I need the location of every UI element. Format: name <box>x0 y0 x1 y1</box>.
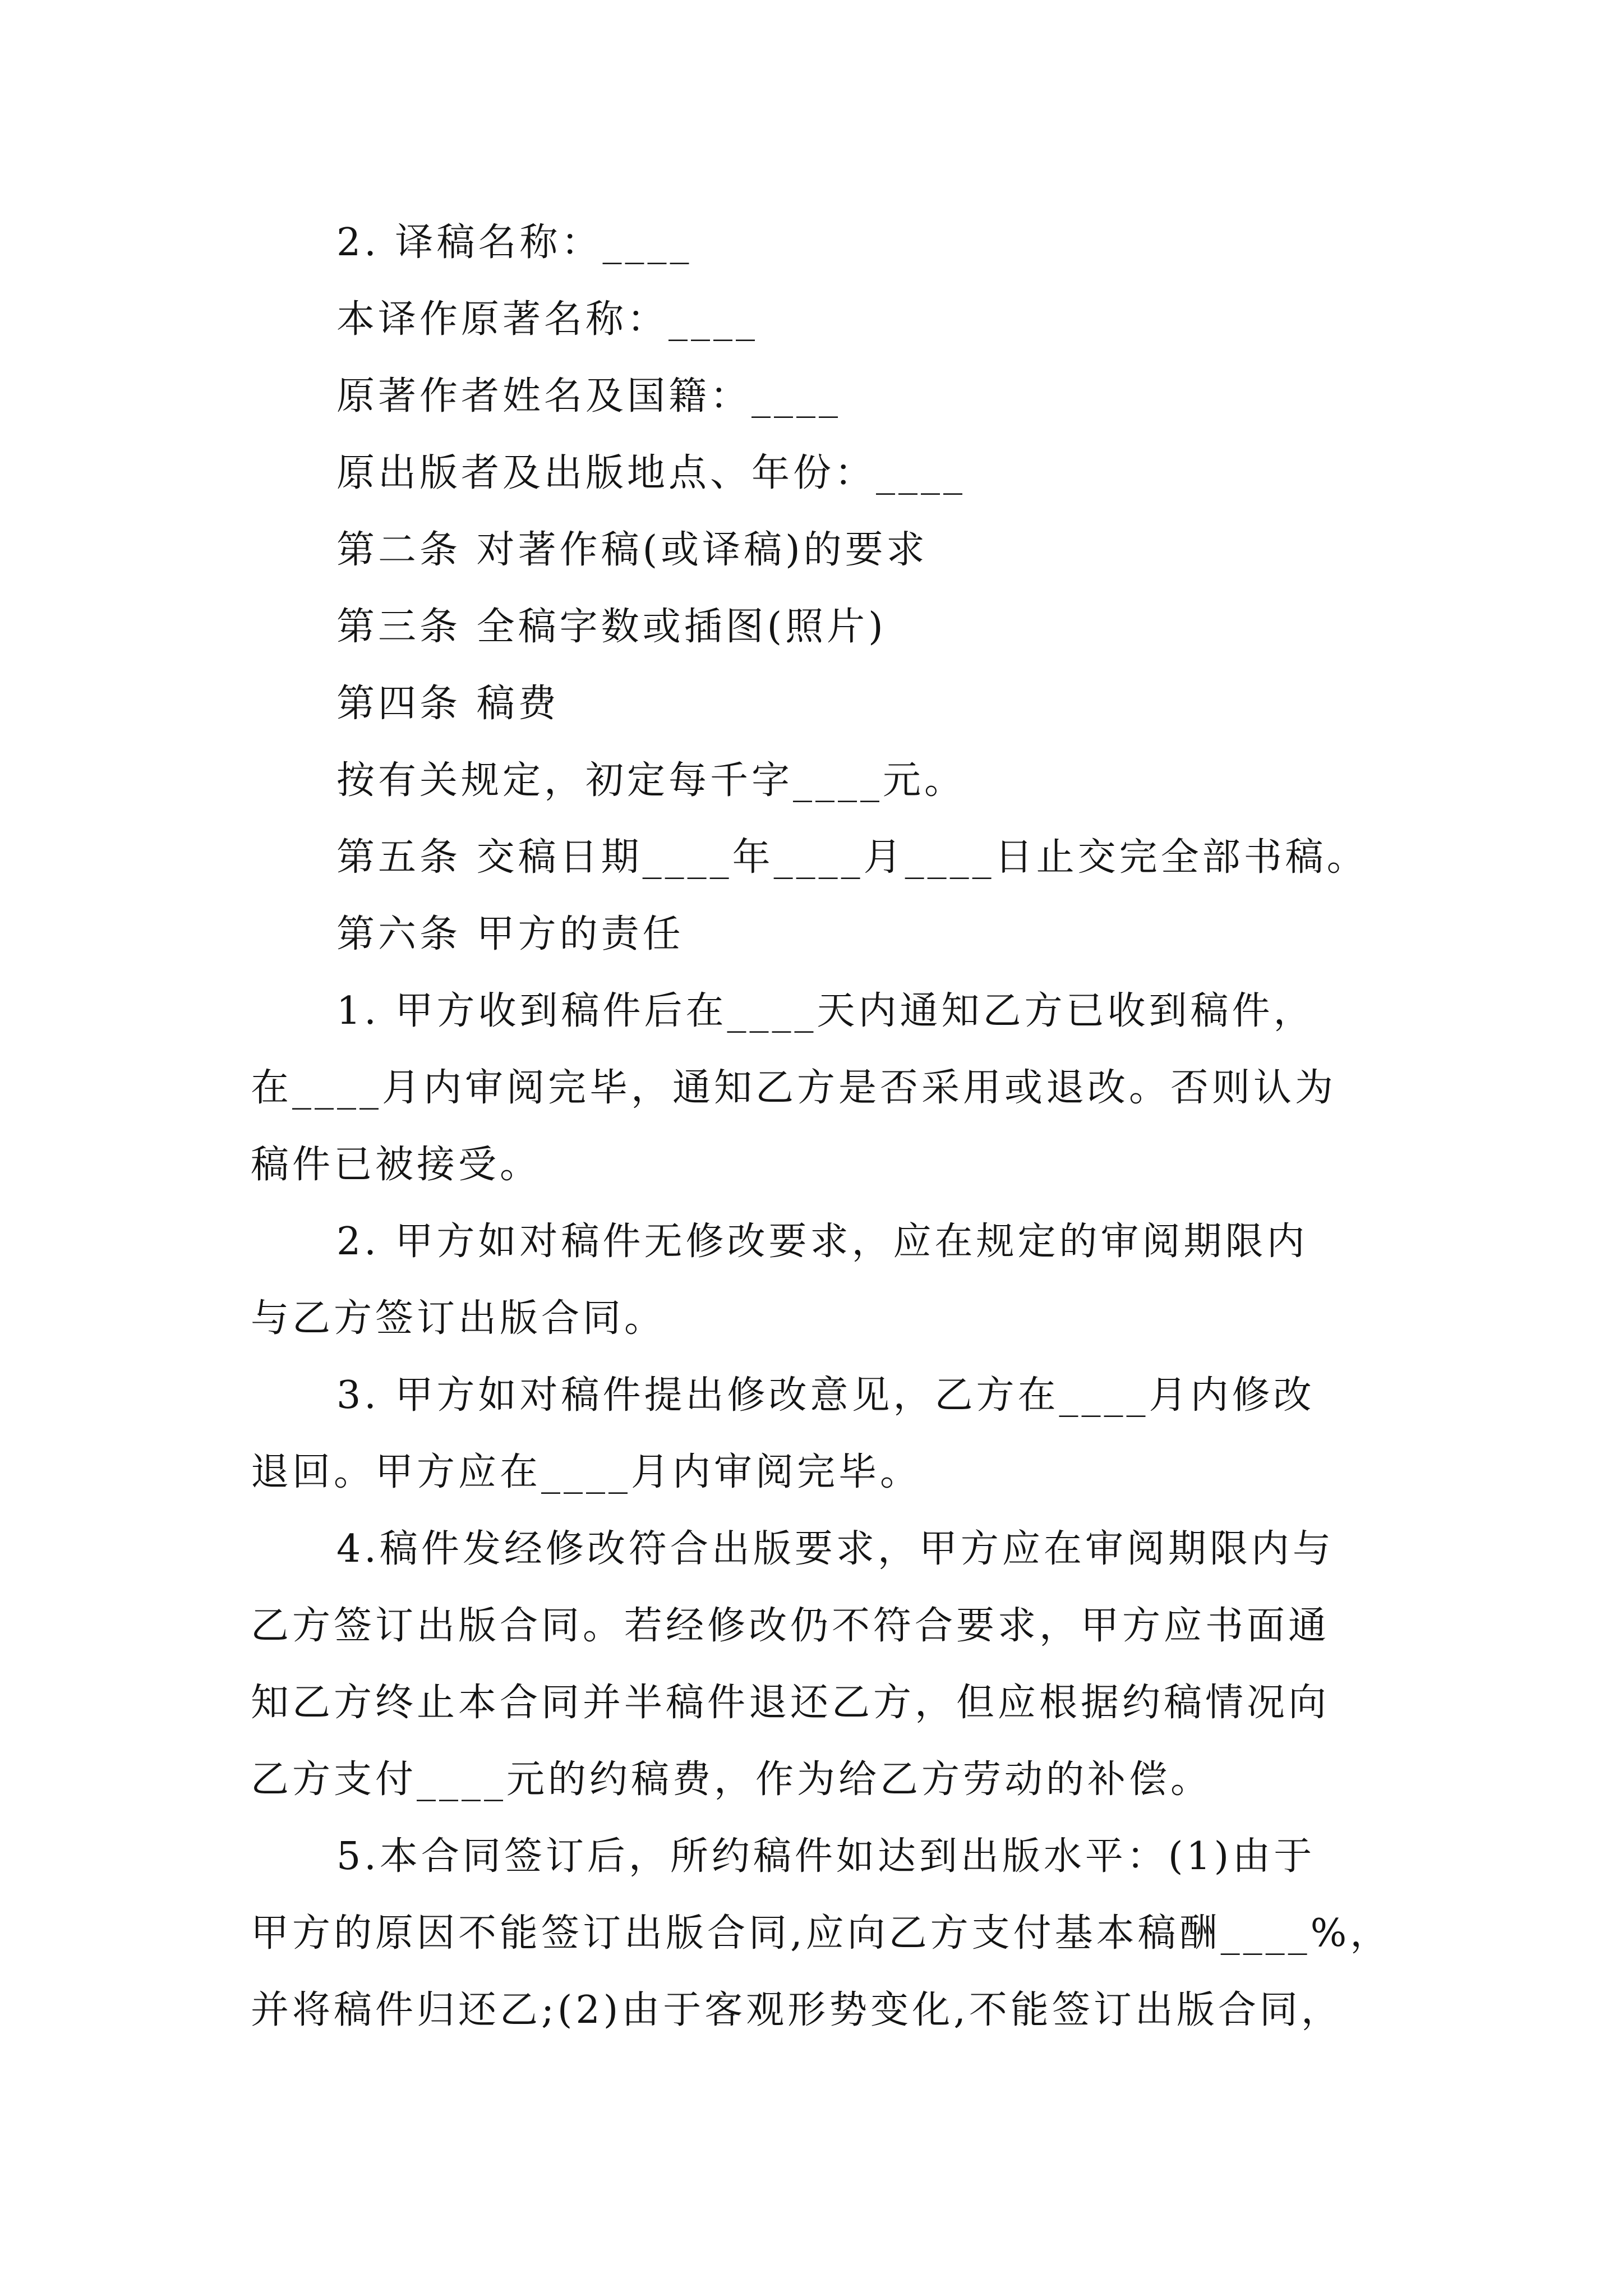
clause-5-line-2: 甲方的原因不能签订出版合同,应向乙方支付基本稿酬____%， <box>251 1911 1392 1955</box>
clause-4-line-3: 知乙方终止本合同并半稿件退还乙方，但应根据约稿情况向 <box>251 1681 1330 1725</box>
clause-5-line-1: 5.本合同签订后，所约稿件如达到出版水平：(1)由于 <box>336 1834 1316 1879</box>
clause-1-line-1: 1. 甲方收到稿件后在____天内通知乙方已收到稿件， <box>336 989 1315 1033</box>
original-author-line: 原著作者姓名及国籍：____ <box>336 374 842 418</box>
clause-2-line-1: 2. 甲方如对稿件无修改要求，应在规定的审阅期限内 <box>336 1220 1308 1264</box>
article-5-line: 第五条 交稿日期____年____月____日止交完全部书稿。 <box>336 835 1368 880</box>
article-6-heading: 第六条 甲方的责任 <box>336 912 684 956</box>
original-publisher-line: 原出版者及出版地点、年份：____ <box>336 451 966 495</box>
translation-title-line: 2. 译稿名称：____ <box>336 220 693 265</box>
fee-rate-line: 按有关规定，初定每千字____元。 <box>336 758 966 803</box>
article-3-heading: 第三条 全稿字数或插图(照片) <box>336 605 887 649</box>
original-title-line: 本译作原著名称：____ <box>336 297 759 342</box>
clause-2-line-2: 与乙方签订出版合同。 <box>251 1296 666 1341</box>
clause-3-line-1: 3. 甲方如对稿件提出修改意见，乙方在____月内修改 <box>336 1373 1315 1418</box>
clause-4-line-2: 乙方签订出版合同。若经修改仍不符合要求，甲方应书面通 <box>251 1604 1330 1648</box>
clause-1-line-2: 在____月内审阅完毕，通知乙方是否采用或退改。否则认为 <box>251 1066 1337 1110</box>
clause-1-line-3: 稿件已被接受。 <box>251 1143 542 1187</box>
article-4-heading: 第四条 稿费 <box>336 682 560 726</box>
clause-4-line-4: 乙方支付____元的约稿费，作为给乙方劳动的补偿。 <box>251 1757 1212 1802</box>
clause-3-line-2: 退回。甲方应在____月内审阅完毕。 <box>251 1450 922 1494</box>
article-2-heading: 第二条 对著作稿(或译稿)的要求 <box>336 528 928 572</box>
clause-4-line-1: 4.稿件发经修改符合出版要求，甲方应在审阅期限内与 <box>336 1527 1334 1571</box>
clause-5-line-3: 并将稿件归还乙;(2)由于客观形势变化,不能签订出版合同， <box>251 1988 1343 2032</box>
